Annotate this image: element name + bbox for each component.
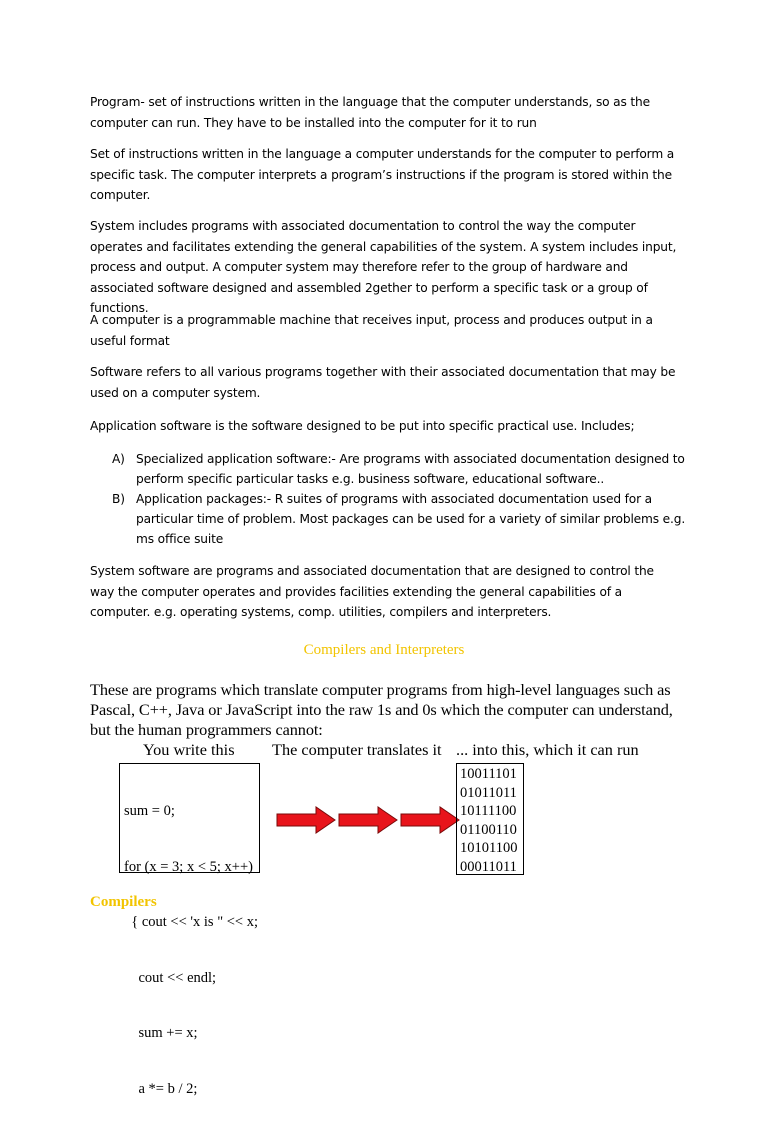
- binary-line: 01011011: [460, 784, 517, 801]
- compilers-heading: Compilers: [90, 894, 157, 910]
- diagram-caption-left: You write this: [143, 740, 235, 759]
- list-item-specialized: [90, 449, 690, 489]
- list-item-text: Application packages:- R suites of programs with associated documentation used for a particular time of problem. Most packages can be used for a variety of similar problems e.g. ms office suite: [136, 492, 686, 546]
- code-line: a *= b / 2;: [124, 1080, 198, 1097]
- code-line: sum = 0;: [124, 803, 175, 819]
- section-heading: Compilers and Interpreters: [303, 642, 465, 658]
- paragraph-application-software: Application software is the software designed to be put into specific practical use. Includes;: [90, 419, 635, 433]
- list-marker: B): [112, 492, 125, 506]
- paragraph-program-definition: Program- set of instructions written in the language that the computer understands, so as the computer can run. They have to be installed into the computer for it to run: [90, 95, 650, 130]
- binary-line: 10111100: [460, 803, 517, 819]
- binary-line: 10011101: [460, 766, 517, 782]
- right-arrow-icon: [338, 806, 398, 834]
- code-line: cout << endl;: [124, 969, 217, 986]
- code-line: { cout << 'x is " << x;: [124, 914, 258, 930]
- binary-line: 00011011: [460, 858, 517, 875]
- list-marker: A): [112, 452, 125, 466]
- code-line: sum += x;: [124, 1025, 198, 1041]
- list-item-packages: [90, 489, 690, 549]
- list-item-text: Specialized application software:- Are programs with associated documentation designed to perform specific particular tasks e.g. business software, educational software..: [136, 452, 685, 486]
- paragraph-software: Software refers to all various programs together with their associated documentation that may be used on a computer system.: [90, 365, 676, 400]
- diagram-caption-right: ... into this, which it can run: [456, 740, 639, 759]
- code-line: for (x = 3; x < 5; x++): [124, 858, 253, 875]
- paragraph-instructions: Set of instructions written in the language a computer understands for the computer to perform a specific task. The computer interprets a program’s instructions if the program is stored within the computer.: [90, 147, 675, 202]
- diagram-caption-middle: The computer translates it: [272, 740, 442, 759]
- binary-output-box: [456, 763, 524, 875]
- paragraph-system-software: System software are programs and associated documentation that are designed to control the way the computer operates and provides facilities extending the general capabilities of a computer. e.g. operating systems, comp. utilities, compilers and interpreters.: [90, 564, 654, 619]
- binary-line: 10101100: [460, 840, 518, 856]
- paragraph-system: System includes programs with associated documentation to control the way the computer operates and facilitates extending the general capabilities of the system. A system includes input, process and output. A computer system may therefore refer to the group of hardware and associated software designed and assembled 2gether to perform a specific task or a group of functions.: [90, 219, 677, 315]
- paragraph-computer: A computer is a programmable machine that receives input, process and produces output in a useful format: [90, 313, 653, 348]
- binary-line: 01100110: [460, 821, 517, 838]
- right-arrow-icon: [400, 806, 460, 834]
- paragraph-compilers-intro: These are programs which translate computer programs from high-level languages such as Pascal, C++, Java or JavaScript into the raw 1s and 0s which the computer can understand, but the human programmers cannot:: [90, 680, 673, 739]
- right-arrow-icon: [276, 806, 336, 834]
